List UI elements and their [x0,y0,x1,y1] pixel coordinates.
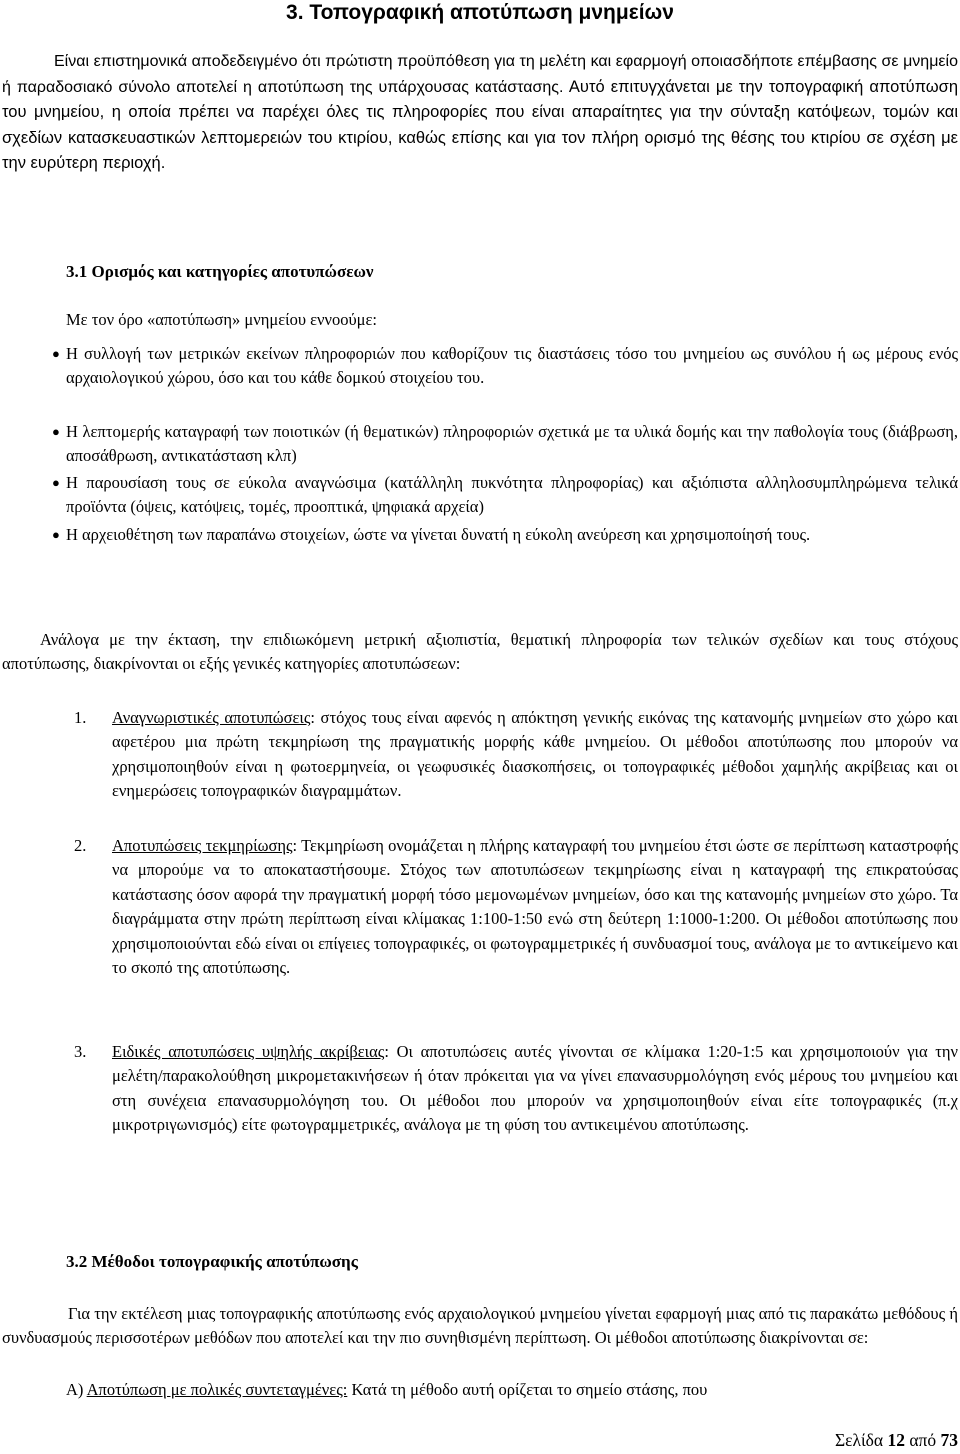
method-item-a-prefix: Α) [66,1380,87,1399]
bullet-item [52,420,958,469]
intro-sentence-b: Αυτό επιτυγχάνεται με την τοπογραφική αποτύπωση του μνημείου, η οποία πρέπει να παρέχει όλες τις πληροφορίες που είναι απαραίτητες για την σύνταξη κατόψεων, τομών και σχεδίων κατασκευαστικών λεπτομερειών του κτιρίου, καθώς επίσης και για τον πλήρη ορισμό της θέσης του κτιρίου σε σχέση με την ευρύτερη περιοχή. [2,77,958,173]
category-number: 1. [74,708,87,727]
bullet-text: Η παρουσίαση τους σε εύκολα αναγνώσιμα (κατάλληλη πυκνότητα πληροφορίας) και αξιόπιστα αλληλοσυμπληρώμενα τελικά προϊόντα (όψεις, κατόψεις, τομές, προοπτικά, ψηφιακά αρχεία) [66,473,958,517]
section-3-1-lead: Με τον όρο «αποτύπωση» μνημείου εννοούμε: [66,310,377,329]
page-heading: 3. Τοπογραφική αποτύπωση μνημείων [286,1,674,24]
category-text: : στόχος τους είναι αφενός η απόκτηση γενικής εικόνας της κατανομής μνημείων στο χώρο και αφετέρου μια πρώτη τεκμηρίωση της πραγματικής μορφής κάθε μνημείου. Οι μέθοδοι αποτύπωσης που μπορούν να χρησιμοποιηθούν είναι η φωτοερμηνεία, οι γεωφυσικές διασκοπήσεις, οι τοπογραφικές μέθοδοι χαμηλής ακρίβειας και οι ενημερώσεις τοπογραφικών διαγραμμάτων. [112,708,959,801]
footer-page-word: Σελίδα [834,1430,884,1450]
categories-intro: Ανάλογα με την έκταση, την επιδιωκόμενη μετρική αξιοπιστία, θεματική πληροφορία των τελικών σχεδίων και τους στόχους αποτύπωσης, διακρίνονται οι εξής γενικές κατηγορίες αποτυπώσεων: [2,630,958,674]
category-name: Αναγνωριστικές αποτυπώσεις [112,708,311,727]
footer-of-word: από [909,1430,937,1450]
category-number: 2. [74,836,87,855]
intro-sentence-a: Είναι επιστημονικά αποδεδειγμένο ότι πρώτιστη προϋπόθεση για τη μελέτη και εφαρμογή οποιασδήποτε επέμβασης σε μνημείο ή παραδοσιακό σύνολο αποτελεί η αποτύπωση της υπάρχουσας κατάστασης. [2,53,958,96]
footer-total-pages: 73 [940,1430,958,1450]
section-3-2-paragraph: Για την εκτέλεση μιας τοπογραφικής αποτύπωσης ενός αρχαιολογικού μνημείου γίνεται εφαρμογή μιας από τις παρακάτω μεθόδους ή συνδυασμούς περισσοτέρων μεθόδων που αποτελεί και την πιο συνηθισμένη περίπτωση. Οι μέθοδοι αποτύπωσης διακρίνονται σε: [2,1304,958,1348]
method-item-a-text: Κατά τη μέθοδο αυτή ορίζεται το σημείο στάσης, που [347,1380,708,1399]
bullet-dot-icon: ● [52,346,60,361]
method-item-a-name: Αποτύπωση με πολικές συντεταγμένες: [86,1380,348,1399]
section-3-1-title: 3.1 Ορισμός και κατηγορίες αποτυπώσεων [66,262,374,281]
bullet-dot-icon: ● [52,424,60,439]
footer-current-page: 12 [887,1430,905,1450]
bullet-item [52,342,958,391]
section-3-2-title: 3.2 Μέθοδοι τοπογραφικής αποτύπωσης [66,1252,358,1271]
page-footer [835,1428,958,1452]
category-text: : Τεκμηρίωση ονομάζεται η πλήρης καταγραφή του μνημείου έτσι ώστε σε περίπτωση καταστροφής να μπορούμε να το αποκαταστήσουμε. Στόχος των αποτυπώσεων τεκμηρίωσης είναι η καταγραφή της επικρατούσας κατάστασης όσον αφορά την πραγματική μορφή τόσο μεμονωμένων μνημείων, όσο και της κατανομής μνημείων στο χώρο. Τα διαγράμματα στην πρώτη περίπτωση είναι κλίμακας 1:100-1:50 ενώ στη δεύτερη 1:1000-1:200. Οι μέθοδοι αποτύπωσης που χρησιμοποιούνται εδώ είναι οι επίγειες τοπογραφικές, οι φωτογραμμετρικές ή συνδυασμοί τους, ανάλογα με το αντικείμενο και το σκοπό της αποτύπωσης. [112,836,958,978]
bullet-item [52,523,958,547]
category-name: Ειδικές αποτυπώσεις υψηλής ακρίβειας [112,1042,385,1061]
category-item [74,706,959,804]
category-name: Αποτυπώσεις τεκμηρίωσης [112,836,293,855]
bullet-text: Η αρχειοθέτηση των παραπάνω στοιχείων, ώστε να γίνεται δυνατή η εύκολη ανεύρεση και χρησιμοποίησή τους. [66,525,811,544]
bullet-dot-icon: ● [52,527,60,542]
category-text: : Οι αποτυπώσεις αυτές γίνονται σε κλίμακα 1:20-1:5 και χρησιμοποιούν για την μελέτη/παρακολούθηση μικρομετακινήσεων ή όταν πρόκειται για να γίνει επανασυρμολόγηση ενός μέρους του μνημείου και στη συνέχεια επανασυρμολόγηση του. Οι μέθοδοι που μπορούν να χρησιμοποιηθούν είναι είτε τοπογραφικές (π.χ μικροτριγωνισμός) είτε φωτογραμμετρικές, ανάλογα με τη φύση του αντικειμένου αποτύπωσης. [112,1042,958,1135]
category-item [74,834,958,980]
bullet-text: Η συλλογή των μετρικών εκείνων πληροφοριών που καθορίζουν τις διαστάσεις τόσο του μνημείου ως συνόλου ή ως μέρους ενός αρχαιολογικού χώρου, όσο και του κάθε δομκού στοιχείου του. [66,344,958,388]
method-item-a [66,1378,958,1402]
category-number: 3. [74,1042,87,1061]
intro-paragraph [2,50,958,177]
bullet-dot-icon: ● [52,475,60,490]
bullet-item [52,471,958,520]
category-item [74,1040,958,1138]
bullet-text: Η λεπτομερής καταγραφή των ποιοτικών (ή θεματικών) πληροφοριών σχετικά με τα υλικά δομής και την παθολογία τους (διάβρωση, αποσάθρωση, αντικατάσταση κλπ) [66,422,958,466]
